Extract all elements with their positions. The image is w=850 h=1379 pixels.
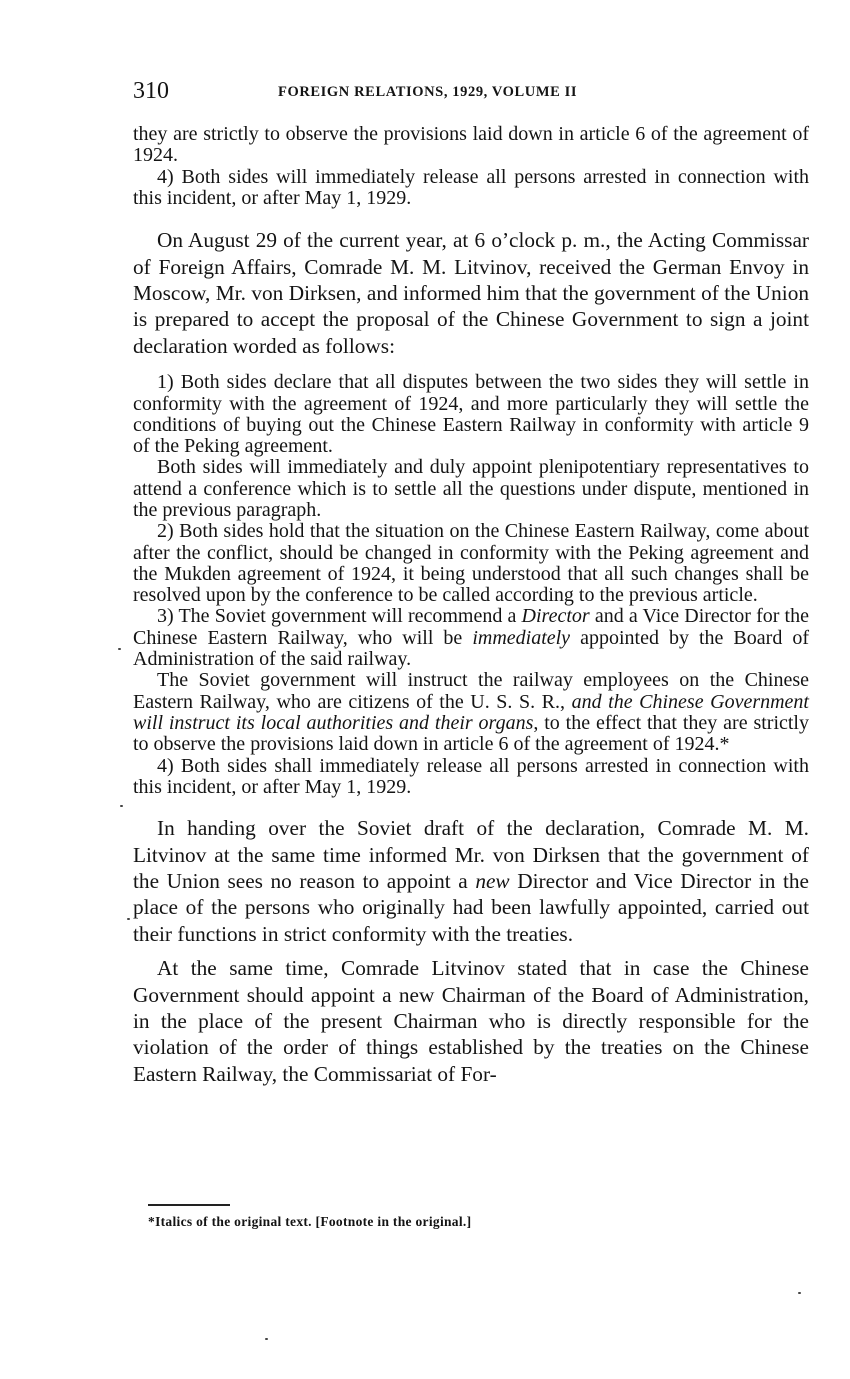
footnote-marker: * [148, 1214, 156, 1229]
page-number: 310 [133, 78, 169, 104]
paragraph-item-4-second: 4) Both sides shall immediately release all persons arrested in connection with this incident, or after May 1, 1929. [133, 754, 809, 798]
scan-speck [118, 648, 121, 650]
footnote [148, 1214, 471, 1230]
paragraph-august-29: On August 29 of the current year, at 6 o’clock p. m., the Acting Commissar of Foreign Affairs, Comrade M. M. Litvinov, received the German Envoy in Moscow, Mr. von Dirksen, and informed him that the government of the Union is prepared to accept the proposal of the Chinese Government to sign a joint declaration worded as follows: [133, 228, 809, 358]
paragraph-instruct: The Soviet government will instruct the railway employees on the Chinese Eastern Railway, who are citizens of the U. S. S. R., and the Chinese Government will instruct its local authorities and their organs, to the effect that they are strictly to observe the provisions laid down in article 6 of the agreement of 1924.* [133, 669, 809, 756]
scan-speck [798, 1292, 801, 1294]
paragraph-representatives: Both sides will immediately and duly appoint plenipotentiary representatives to attend a conference which is to settle all the questions under dispute, mentioned in the previous paragraph. [133, 456, 809, 521]
paragraph-item-1: 1) Both sides declare that all disputes between the two sides they will settle in conformity with the agreement of 1924, and more particularly they will settle the conditions of buying out the Chinese Eastern Railway in conformity with article 9 of the Peking agreement. [133, 371, 809, 458]
footnote-rule [148, 1204, 230, 1206]
scan-speck [120, 805, 123, 807]
footnote-text: Italics of the original text. [Footnote in the original.] [155, 1214, 472, 1229]
paragraph-item-4-first: 4) Both sides will immediately release all persons arrested in connection with this incident, or after May 1, 1929. [133, 165, 809, 209]
paragraph-handing-over: In handing over the Soviet draft of the declaration, Comrade M. M. Litvinov at the same time informed Mr. von Dirksen that the government of the Union sees no reason to appoint a new Director and Vice Director in the place of the persons who originally had been lawfully appointed, carried out their functions in strict conformity with the treaties. [133, 816, 809, 946]
paragraph-same-time: At the same time, Comrade Litvinov stated that in case the Chinese Government should appoint a new Chairman of the Board of Administration, in the place of the present Chairman who is directly responsible for the violation of the order of things established by the treaties on the Chinese Eastern Railway, the Commissariat of For- [133, 956, 809, 1086]
scan-speck [127, 918, 130, 920]
body-text [133, 124, 809, 1087]
page-header [133, 78, 809, 108]
paragraph-item-2: 2) Both sides hold that the situation on the Chinese Eastern Railway, come about after the conflict, should be changed in conformity with the Peking agreement and the Mukden agreement of 1924, it being understood that all such changes shall be resolved upon by the conference to be called according to the previous article. [133, 520, 809, 607]
paragraph-continuation: they are strictly to observe the provisions laid down in article 6 of the agreement of 1924. [133, 123, 809, 167]
scan-speck [265, 1338, 268, 1340]
paragraph-item-3: 3) The Soviet government will recommend a Director and a Vice Director for the Chinese Eastern Railway, who will be immediately appointed by the Board of Administration of the said railway. [133, 605, 809, 671]
running-head: FOREIGN RELATIONS, 1929, VOLUME II [278, 84, 578, 100]
